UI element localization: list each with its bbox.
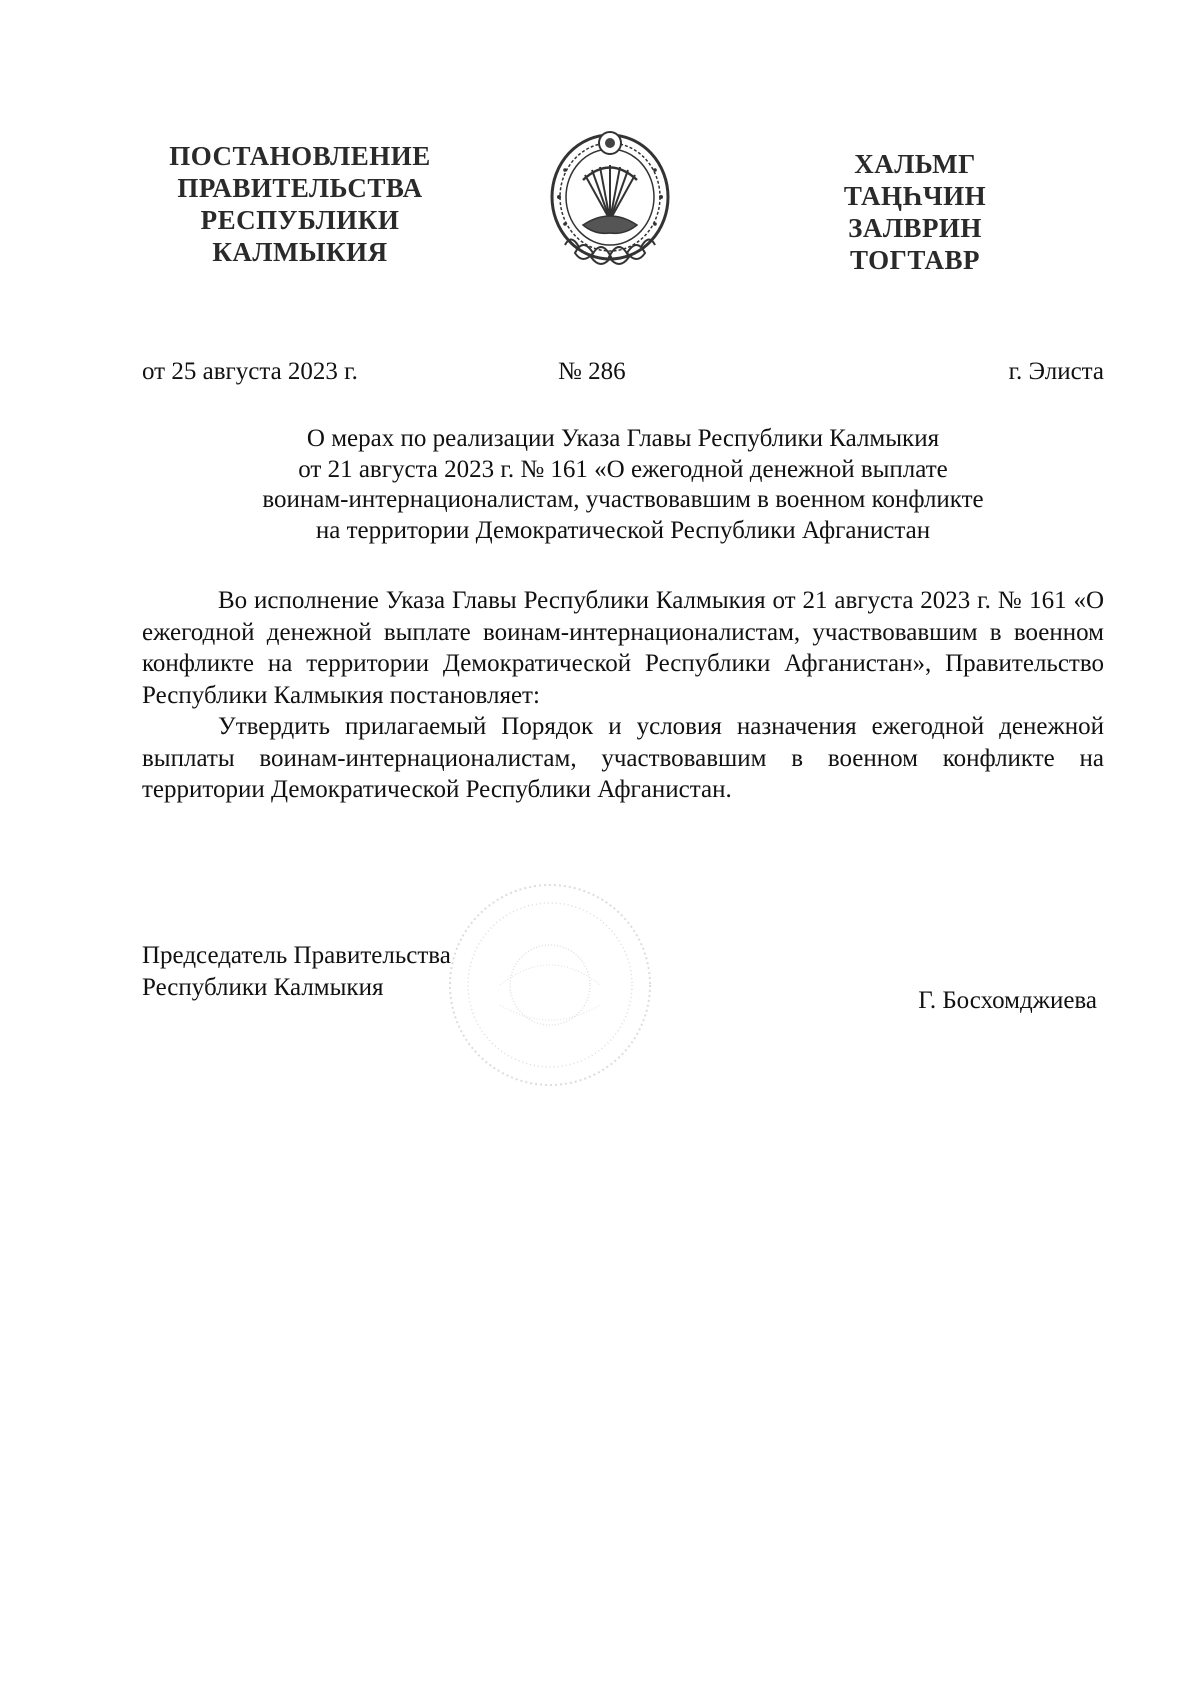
signatory-position-line: Председатель Правительства bbox=[142, 942, 451, 969]
header-right-line: ЗАЛВРИН bbox=[848, 213, 982, 243]
body-paragraph: Во исполнение Указа Главы Республики Калмыкия от 21 августа 2023 г. № 161 «О ежегодной денежной выплате воинам-интернационалистам, участвовавшим в военном конфликте на территории Демократической Республики Афганистан», Правительство Республики Калмыкия постановляет: bbox=[142, 587, 1104, 709]
header-left-line: КАЛМЫКИЯ bbox=[212, 237, 388, 267]
document-title bbox=[142, 424, 1104, 546]
kalmykia-coat-of-arms-icon bbox=[545, 125, 675, 285]
header-left-line: РЕСПУБЛИКИ bbox=[200, 205, 400, 235]
title-line: О мерах по реализации Указа Главы Республики Калмыкия bbox=[306, 425, 940, 452]
header-right-line: ТОГТАВР bbox=[850, 245, 980, 275]
header-left-line: ПОСТАНОВЛЕНИЕ bbox=[169, 141, 431, 171]
header-right-kalmyk bbox=[815, 148, 1015, 276]
body-paragraph: Утвердить прилагаемый Порядок и условия назначения ежегодной денежной выплаты воинам-интернационалистам, участвовавшим в военном конфликте на территории Демократической Республики Афганистан. bbox=[142, 713, 1104, 803]
title-line: от 21 августа 2023 г. № 161 «О ежегодной денежной выплате bbox=[298, 455, 948, 483]
signatory-position bbox=[142, 940, 451, 1004]
title-line: на территории Демократической Республики Афганистан bbox=[315, 516, 931, 544]
header-left-russian bbox=[150, 140, 450, 268]
document-date: от 25 августа 2023 г. bbox=[142, 358, 358, 385]
signatory-name: Г. Босхомджиева bbox=[918, 987, 1097, 1014]
document-city: г. Элиста bbox=[1008, 358, 1104, 385]
title-line: воинам-интернационалистам, участвовавшим в военном конфликте bbox=[262, 486, 984, 513]
header-left-line: ПРАВИТЕЛЬСТВА bbox=[177, 173, 423, 203]
header-right-line: ТАҢҺЧИН bbox=[843, 181, 987, 211]
header-right-line: ХАЛЬМГ bbox=[854, 149, 976, 179]
document-body bbox=[142, 585, 1104, 806]
signatory-position-line: Республики Калмыкия bbox=[142, 974, 384, 1001]
faded-seal-stamp-icon bbox=[440, 875, 660, 1095]
document-number: № 286 bbox=[558, 358, 626, 385]
